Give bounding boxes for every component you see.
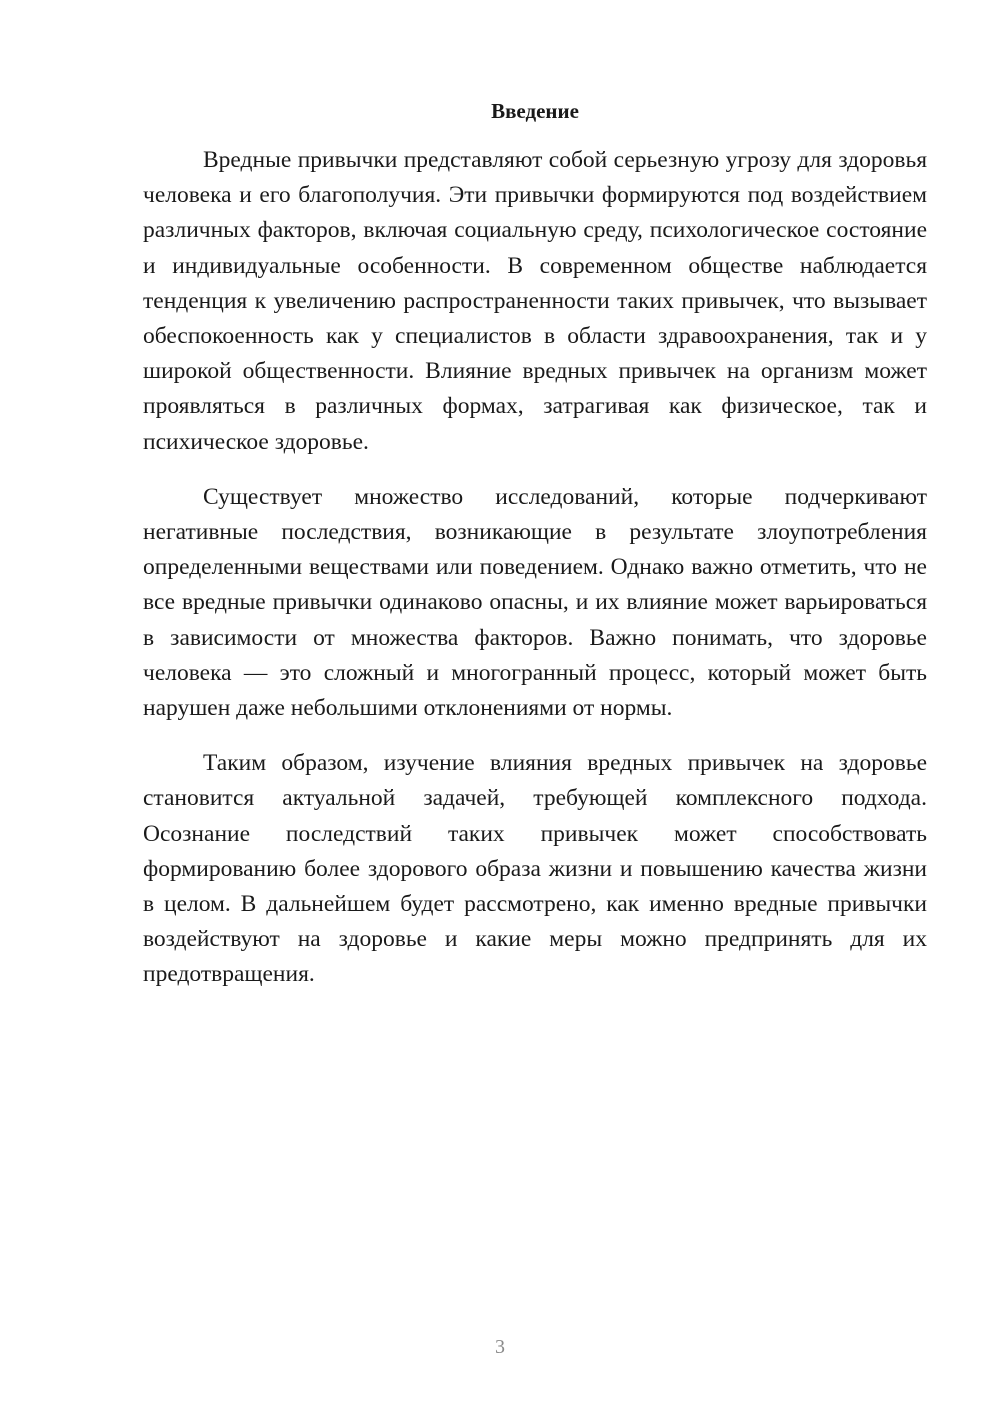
- page-number: 3: [495, 1336, 505, 1358]
- paragraph-1: Вредные привычки представляют собой серьезную угрозу для здоровья человека и его благополучия. Эти привычки формируются под воздействием различных факторов, включая социальную среду, психологическое состояние и индивидуальные особенности. В современном обществе наблюдается тенденция к увеличению распространенности таких привычек, что вызывает обеспокоенность как у специалистов в области здравоохранения, так и у широкой общественности. Влияние вредных привычек на организм может проявляться в различных формах, затрагивая как физическое, так и психическое здоровье.: [143, 147, 927, 455]
- section-title: Введение: [491, 99, 579, 123]
- body-text: [143, 143, 927, 993]
- paragraph-3: Таким образом, изучение влияния вредных привычек на здоровье становится актуальной задачей, требующей комплексного подхода. Осознание последствий таких привычек может способствовать формированию более здорового образа жизни и повышению качества жизни в целом. В дальнейшем будет рассмотрено, как именно вредные привычки воздействуют на здоровье и какие меры можно предпринять для их предотвращения.: [143, 750, 927, 988]
- paragraph-2: Существует множество исследований, которые подчеркивают негативные последствия, возникающие в результате злоупотребления определенными веществами или поведением. Однако важно отметить, что не все вредные привычки одинаково опасны, и их влияние может варьироваться в зависимости от множества факторов. Важно понимать, что здоровье человека — это сложный и многогранный процесс, который может быть нарушен даже небольшими отклонениями от нормы.: [143, 483, 927, 722]
